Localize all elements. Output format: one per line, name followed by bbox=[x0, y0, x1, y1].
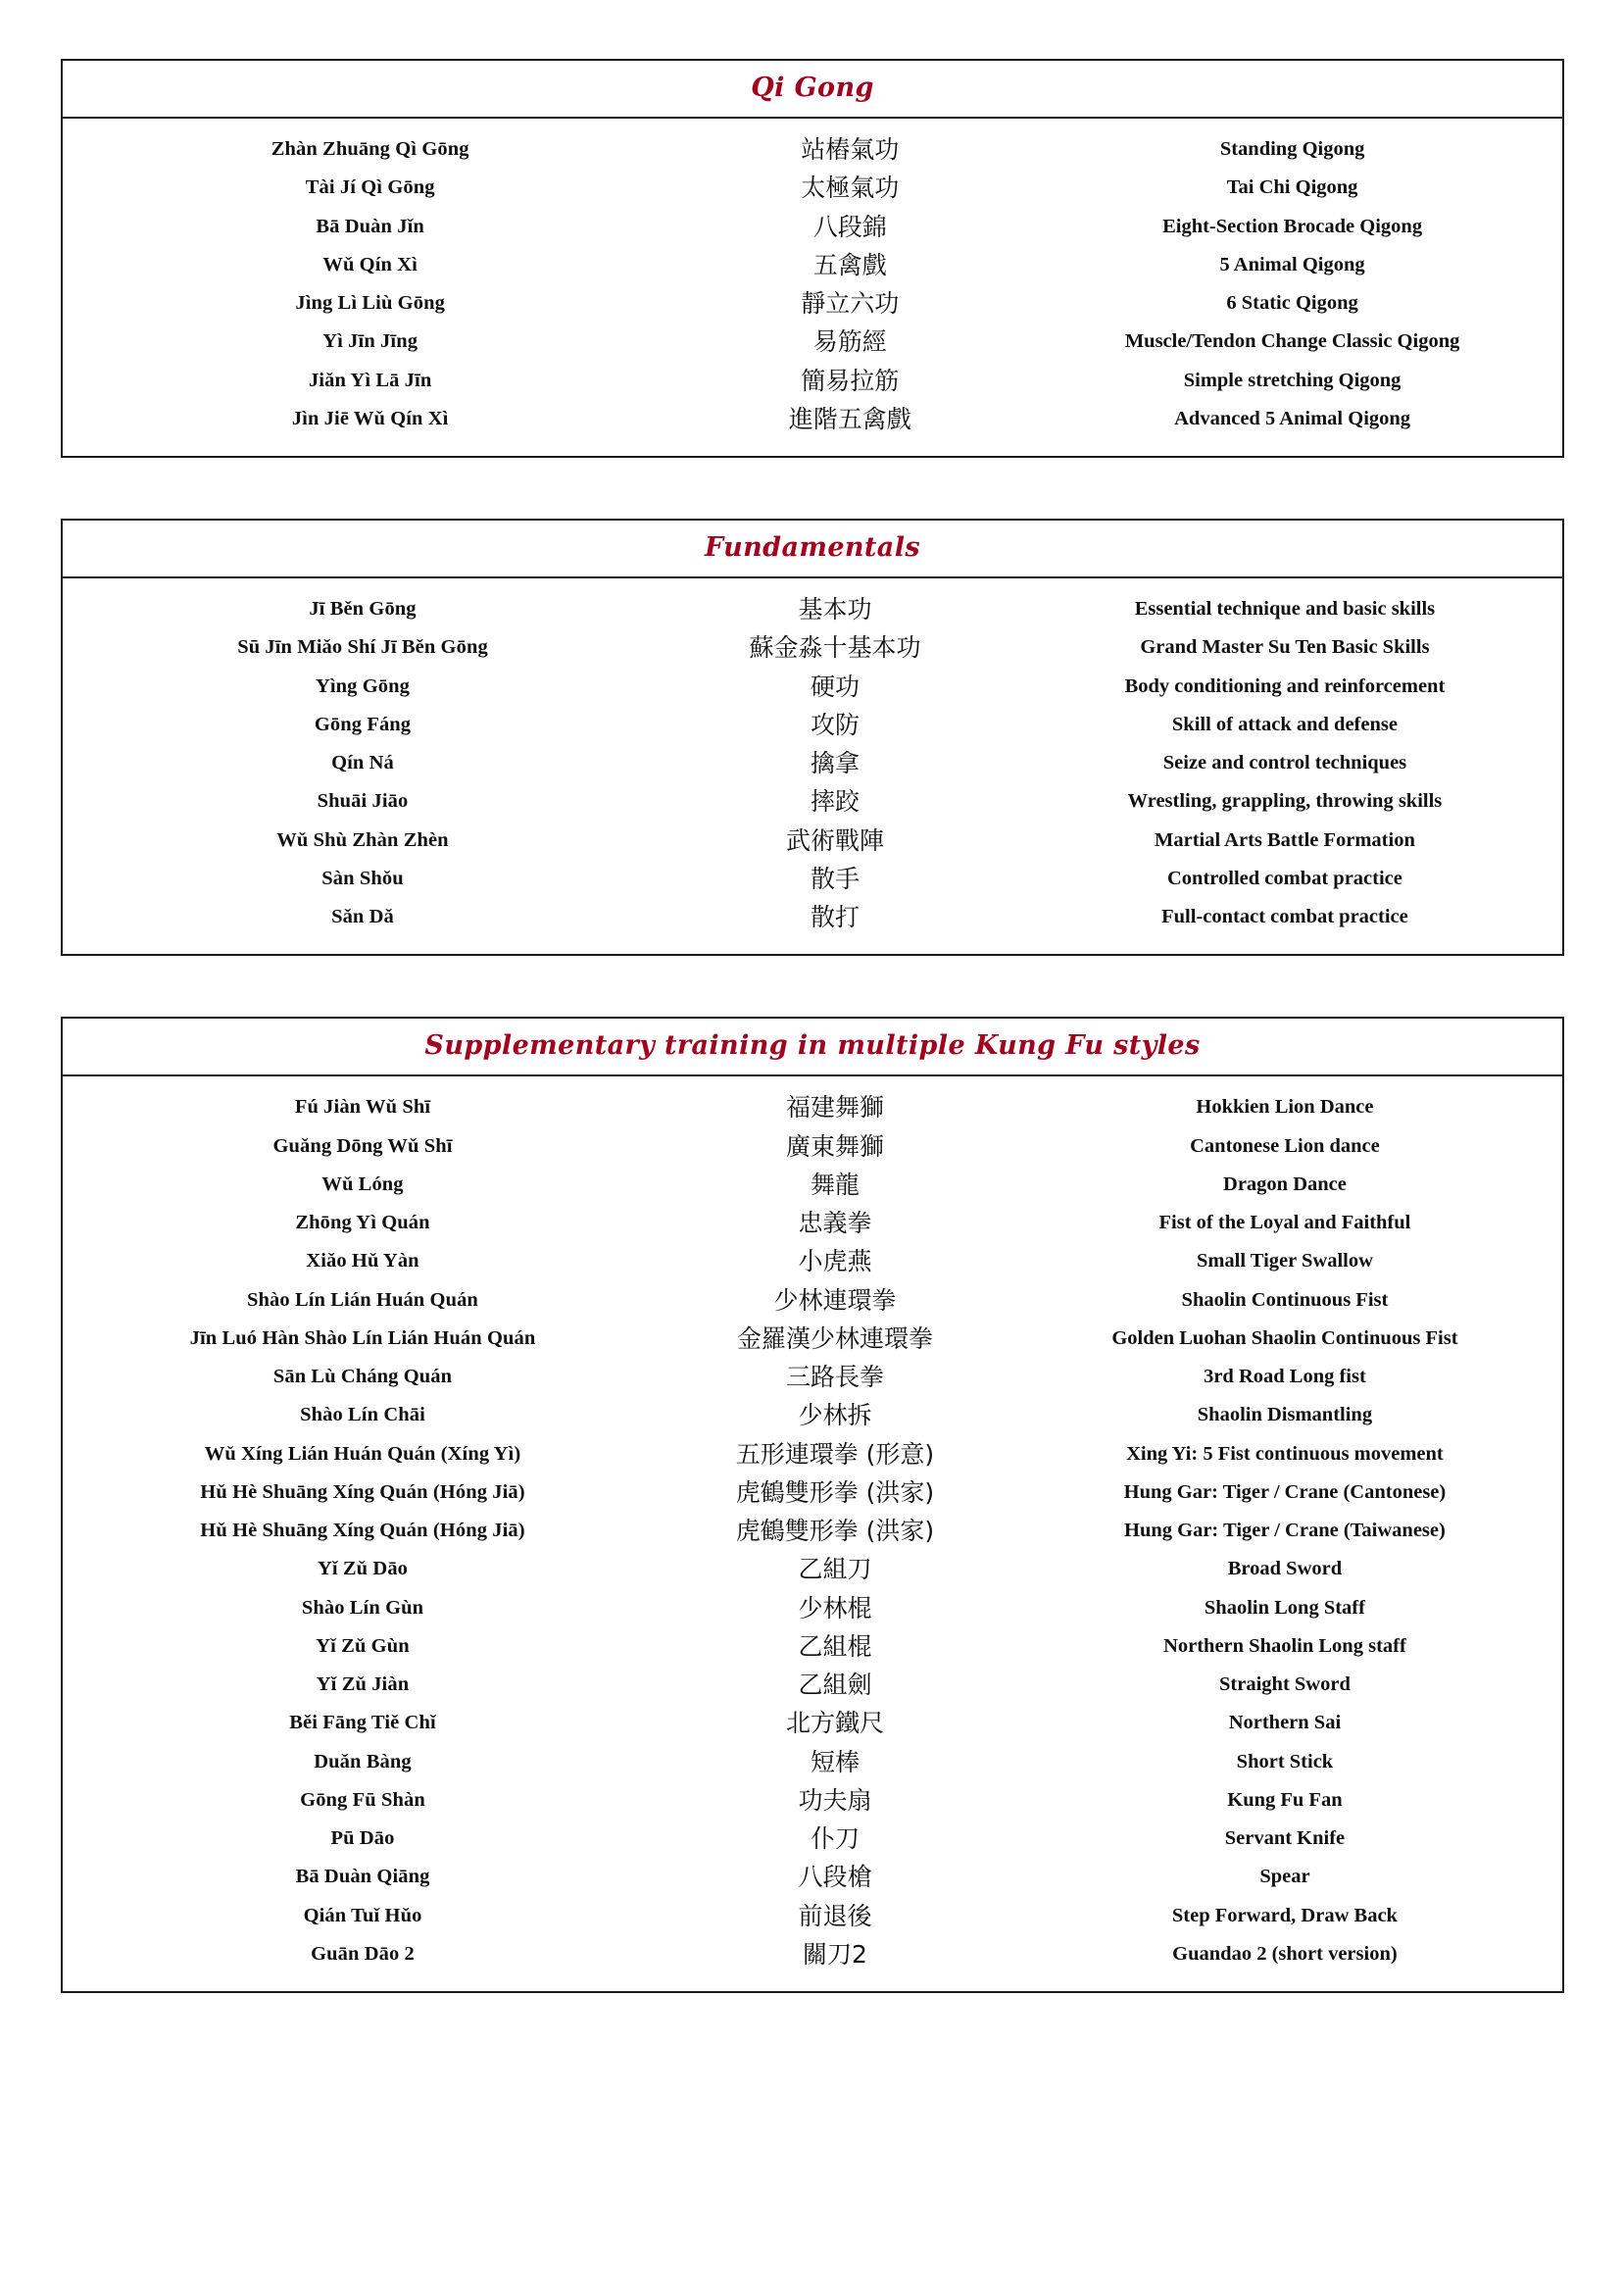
pinyin-cell: Jìn Jiē Wǔ Qín Xì bbox=[291, 407, 449, 429]
table-row bbox=[63, 744, 1562, 782]
hanzi-cell: 靜立六功 bbox=[801, 289, 900, 318]
hanzi-cell: 八段錦 bbox=[812, 212, 887, 241]
hanzi-cell: 少林拆 bbox=[798, 1401, 872, 1430]
section-rows bbox=[63, 578, 1562, 954]
table-row bbox=[63, 1473, 1562, 1512]
hanzi-cell: 乙組棍 bbox=[798, 1631, 872, 1661]
hanzi-cell: 少林棍 bbox=[798, 1593, 872, 1622]
hanzi-cell: 易筋經 bbox=[812, 327, 887, 357]
hanzi-cell: 乙組刀 bbox=[798, 1555, 872, 1584]
pinyin-cell: Shào Lín Gùn bbox=[301, 1596, 424, 1619]
english-cell: Northern Shaolin Long staff bbox=[1163, 1634, 1406, 1657]
table-row bbox=[63, 860, 1562, 898]
table-row bbox=[63, 246, 1562, 284]
english-cell: Shaolin Long Staff bbox=[1204, 1596, 1365, 1619]
pinyin-cell: Wǔ Qín Xì bbox=[322, 253, 418, 275]
english-cell: Full-contact combat practice bbox=[1161, 906, 1408, 928]
hanzi-cell: 散打 bbox=[810, 903, 860, 931]
hanzi-cell: 北方鐵尺 bbox=[785, 1709, 884, 1738]
english-cell: 3rd Road Long fist bbox=[1204, 1366, 1366, 1388]
pinyin-cell: Yìng Gōng bbox=[315, 674, 411, 697]
pinyin-cell: Wǔ Shù Zhàn Zhèn bbox=[276, 828, 449, 851]
english-cell: Short Stick bbox=[1236, 1750, 1334, 1772]
pinyin-cell: Hǔ Hè Shuāng Xíng Quán (Hóng Jiā) bbox=[200, 1480, 525, 1503]
hanzi-cell: 乙組劍 bbox=[798, 1671, 872, 1699]
english-cell: Fist of the Loyal and Faithful bbox=[1158, 1212, 1411, 1234]
english-cell: Simple stretching Qigong bbox=[1183, 369, 1402, 391]
table-row bbox=[63, 1897, 1562, 1935]
section-qi-gong bbox=[61, 59, 1564, 458]
english-cell: Broad Sword bbox=[1227, 1558, 1343, 1580]
pinyin-cell: Hǔ Hè Shuāng Xíng Quán (Hóng Jiā) bbox=[200, 1520, 525, 1542]
section-title: Fundamentals bbox=[705, 532, 920, 563]
table-row bbox=[63, 1743, 1562, 1781]
section-title: Qi Gong bbox=[751, 73, 874, 103]
english-cell: Eight-Section Brocade Qigong bbox=[1162, 215, 1423, 237]
hanzi-cell: 金羅漢少林連環拳 bbox=[736, 1323, 933, 1353]
hanzi-cell: 功夫扇 bbox=[798, 1785, 872, 1815]
hanzi-cell: 仆刀 bbox=[810, 1824, 860, 1853]
english-cell: Essential technique and basic skills bbox=[1134, 598, 1436, 621]
table-row bbox=[63, 400, 1562, 438]
table-row bbox=[63, 782, 1562, 821]
table-row bbox=[63, 1781, 1562, 1820]
table-row bbox=[63, 898, 1562, 936]
pinyin-cell: Jìng Lì Liù Gōng bbox=[295, 292, 445, 315]
table-row bbox=[63, 284, 1562, 323]
english-cell: Standing Qigong bbox=[1219, 138, 1365, 161]
hanzi-cell: 短棒 bbox=[810, 1747, 860, 1776]
pinyin-cell: Sān Lù Cháng Quán bbox=[272, 1366, 453, 1388]
hanzi-cell: 硬功 bbox=[810, 672, 860, 701]
section-header bbox=[63, 1019, 1562, 1076]
hanzi-cell: 五禽戲 bbox=[812, 250, 887, 279]
pinyin-cell: Wǔ Xíng Lián Huán Quán (Xíng Yì) bbox=[204, 1442, 521, 1465]
hanzi-cell: 少林連環拳 bbox=[773, 1285, 897, 1315]
table-row bbox=[63, 1627, 1562, 1666]
hanzi-cell: 蘇金淼十基本功 bbox=[749, 633, 921, 663]
english-cell: Hung Gar: Tiger / Crane (Taiwanese) bbox=[1124, 1520, 1446, 1542]
hanzi-cell: 虎鶴雙形拳 (洪家) bbox=[735, 1477, 935, 1507]
pinyin-cell: Qián Tuǐ Hǔo bbox=[303, 1904, 422, 1926]
english-cell: Tai Chi Qigong bbox=[1226, 176, 1358, 199]
pinyin-cell: Wǔ Lóng bbox=[321, 1173, 404, 1195]
table-row bbox=[63, 1435, 1562, 1473]
table-row bbox=[63, 1320, 1562, 1358]
pinyin-cell: Gōng Fáng bbox=[314, 713, 412, 735]
pinyin-cell: Xiǎo Hǔ Yàn bbox=[306, 1250, 419, 1273]
english-cell: Muscle/Tendon Change Classic Qigong bbox=[1124, 330, 1460, 353]
pinyin-cell: Tài Jí Qì Gōng bbox=[305, 176, 435, 199]
section-rows bbox=[63, 119, 1562, 456]
english-cell: Golden Luohan Shaolin Continuous Fist bbox=[1111, 1326, 1458, 1349]
hanzi-cell: 進階五禽戲 bbox=[788, 404, 911, 433]
hanzi-cell: 廣東舞獅 bbox=[785, 1131, 884, 1161]
english-cell: Skill of attack and defense bbox=[1171, 713, 1398, 735]
hanzi-cell: 虎鶴雙形拳 (洪家) bbox=[735, 1517, 935, 1545]
hanzi-cell: 散手 bbox=[810, 864, 860, 893]
table-row bbox=[63, 1666, 1562, 1704]
table-row bbox=[63, 130, 1562, 169]
english-cell: Small Tiger Swallow bbox=[1196, 1250, 1373, 1273]
hanzi-cell: 擒拿 bbox=[810, 749, 860, 777]
hanzi-cell: 攻防 bbox=[810, 710, 860, 739]
table-row bbox=[63, 169, 1562, 207]
hanzi-cell: 八段槍 bbox=[798, 1863, 872, 1892]
english-cell: Dragon Dance bbox=[1223, 1173, 1347, 1195]
section-rows bbox=[63, 1076, 1562, 1991]
english-cell: Servant Knife bbox=[1224, 1827, 1346, 1850]
table-row bbox=[63, 1281, 1562, 1320]
english-cell: Cantonese Lion dance bbox=[1190, 1134, 1380, 1157]
table-row bbox=[63, 1358, 1562, 1396]
table-row bbox=[63, 208, 1562, 246]
english-cell: Hokkien Lion Dance bbox=[1196, 1096, 1374, 1119]
english-cell: Xing Yi: 5 Fist continuous movement bbox=[1126, 1442, 1444, 1465]
section-header bbox=[63, 61, 1562, 119]
hanzi-cell: 前退後 bbox=[798, 1901, 872, 1930]
table-row bbox=[63, 1088, 1562, 1126]
table-row bbox=[63, 822, 1562, 860]
pinyin-cell: Jīn Luó Hàn Shào Lín Lián Huán Quán bbox=[189, 1326, 536, 1349]
english-cell: Seize and control techniques bbox=[1162, 752, 1407, 774]
table-row bbox=[63, 1166, 1562, 1204]
section-title: Supplementary training in multiple Kung Fu styles bbox=[424, 1030, 1201, 1062]
pinyin-cell: Yǐ Zǔ Dāo bbox=[317, 1558, 409, 1580]
hanzi-cell: 福建舞獅 bbox=[785, 1093, 884, 1123]
table-row bbox=[63, 1550, 1562, 1588]
table-row bbox=[63, 1704, 1562, 1742]
hanzi-cell: 基本功 bbox=[798, 595, 872, 624]
english-cell: Straight Sword bbox=[1219, 1673, 1351, 1696]
hanzi-cell: 三路長拳 bbox=[785, 1363, 884, 1391]
pinyin-cell: Gōng Fū Shàn bbox=[300, 1788, 425, 1811]
table-row bbox=[63, 323, 1562, 361]
hanzi-cell: 忠義拳 bbox=[798, 1209, 872, 1237]
table-row bbox=[63, 628, 1562, 667]
english-cell: Kung Fu Fan bbox=[1227, 1788, 1343, 1811]
hanzi-cell: 太極氣功 bbox=[801, 174, 900, 203]
pinyin-cell: Pū Dāo bbox=[330, 1827, 395, 1850]
hanzi-cell: 摔跤 bbox=[810, 787, 860, 817]
table-row bbox=[63, 1242, 1562, 1280]
pinyin-cell: Sàn Shǒu bbox=[321, 867, 404, 889]
hanzi-cell: 關刀2 bbox=[802, 1939, 867, 1969]
hanzi-cell: 站樁氣功 bbox=[801, 135, 900, 164]
table-row bbox=[63, 1935, 1562, 1973]
pinyin-cell: Zhàn Zhuāng Qì Gōng bbox=[270, 138, 469, 161]
pinyin-cell: Jī Běn Gōng bbox=[309, 598, 417, 621]
table-row bbox=[63, 706, 1562, 744]
english-cell: Grand Master Su Ten Basic Skills bbox=[1140, 636, 1430, 659]
table-row bbox=[63, 1858, 1562, 1896]
pinyin-cell: Guān Dāo 2 bbox=[311, 1942, 415, 1965]
section-supplementary-training bbox=[61, 1017, 1564, 1993]
section-header bbox=[63, 521, 1562, 578]
pinyin-cell: Shào Lín Chāi bbox=[300, 1404, 425, 1426]
hanzi-cell: 舞龍 bbox=[810, 1170, 860, 1199]
english-cell: Wrestling, grappling, throwing skills bbox=[1127, 790, 1443, 813]
hanzi-cell: 武術戰陣 bbox=[785, 825, 884, 855]
english-cell: 5 Animal Qigong bbox=[1219, 253, 1365, 275]
english-cell: Guandao 2 (short version) bbox=[1172, 1942, 1398, 1965]
section-fundamentals bbox=[61, 519, 1564, 956]
english-cell: Controlled combat practice bbox=[1167, 867, 1402, 889]
pinyin-cell: Shào Lín Lián Huán Quán bbox=[247, 1288, 478, 1311]
pinyin-cell: Bā Duàn Qiāng bbox=[295, 1866, 430, 1888]
hanzi-cell: 小虎燕 bbox=[798, 1247, 872, 1276]
pinyin-cell: Sū Jīn Miǎo Shí Jī Běn Gōng bbox=[237, 636, 488, 659]
english-cell: Spear bbox=[1259, 1866, 1310, 1888]
pinyin-cell: Bā Duàn Jǐn bbox=[316, 215, 424, 237]
table-row bbox=[63, 1396, 1562, 1434]
table-row bbox=[63, 590, 1562, 628]
english-cell: Advanced 5 Animal Qigong bbox=[1174, 407, 1411, 429]
hanzi-cell: 五形連環拳 (形意) bbox=[735, 1439, 935, 1469]
pinyin-cell: Duǎn Bàng bbox=[314, 1750, 412, 1772]
english-cell: Hung Gar: Tiger / Crane (Cantonese) bbox=[1123, 1480, 1447, 1503]
table-row bbox=[63, 1820, 1562, 1858]
english-cell: Shaolin Continuous Fist bbox=[1181, 1288, 1389, 1311]
pinyin-cell: Qín Ná bbox=[331, 752, 394, 774]
table-row bbox=[63, 1127, 1562, 1166]
pinyin-cell: Sǎn Dǎ bbox=[331, 906, 394, 928]
pinyin-cell: Jiǎn Yì Lā Jīn bbox=[308, 369, 432, 391]
pinyin-cell: Yǐ Zǔ Jiàn bbox=[316, 1673, 410, 1696]
english-cell: Body conditioning and reinforcement bbox=[1124, 674, 1446, 697]
hanzi-cell: 簡易拉筋 bbox=[801, 366, 900, 395]
table-row bbox=[63, 1589, 1562, 1627]
table-row bbox=[63, 1512, 1562, 1550]
pinyin-cell: Yǐ Zǔ Gùn bbox=[316, 1634, 410, 1657]
pinyin-cell: Fú Jiàn Wǔ Shī bbox=[294, 1096, 431, 1119]
pinyin-cell: Guǎng Dōng Wǔ Shī bbox=[272, 1134, 453, 1157]
english-cell: Martial Arts Battle Formation bbox=[1155, 828, 1415, 851]
pinyin-cell: Zhōng Yì Quán bbox=[295, 1212, 430, 1234]
english-cell: Northern Sai bbox=[1228, 1712, 1342, 1734]
table-row bbox=[63, 362, 1562, 400]
pinyin-cell: Yì Jīn Jīng bbox=[322, 330, 418, 353]
english-cell: Step Forward, Draw Back bbox=[1171, 1904, 1398, 1926]
table-row bbox=[63, 1204, 1562, 1242]
english-cell: Shaolin Dismantling bbox=[1197, 1404, 1373, 1426]
pinyin-cell: Shuāi Jiāo bbox=[317, 790, 409, 813]
table-row bbox=[63, 668, 1562, 706]
pinyin-cell: Běi Fāng Tiě Chǐ bbox=[289, 1712, 436, 1734]
english-cell: 6 Static Qigong bbox=[1226, 292, 1358, 315]
